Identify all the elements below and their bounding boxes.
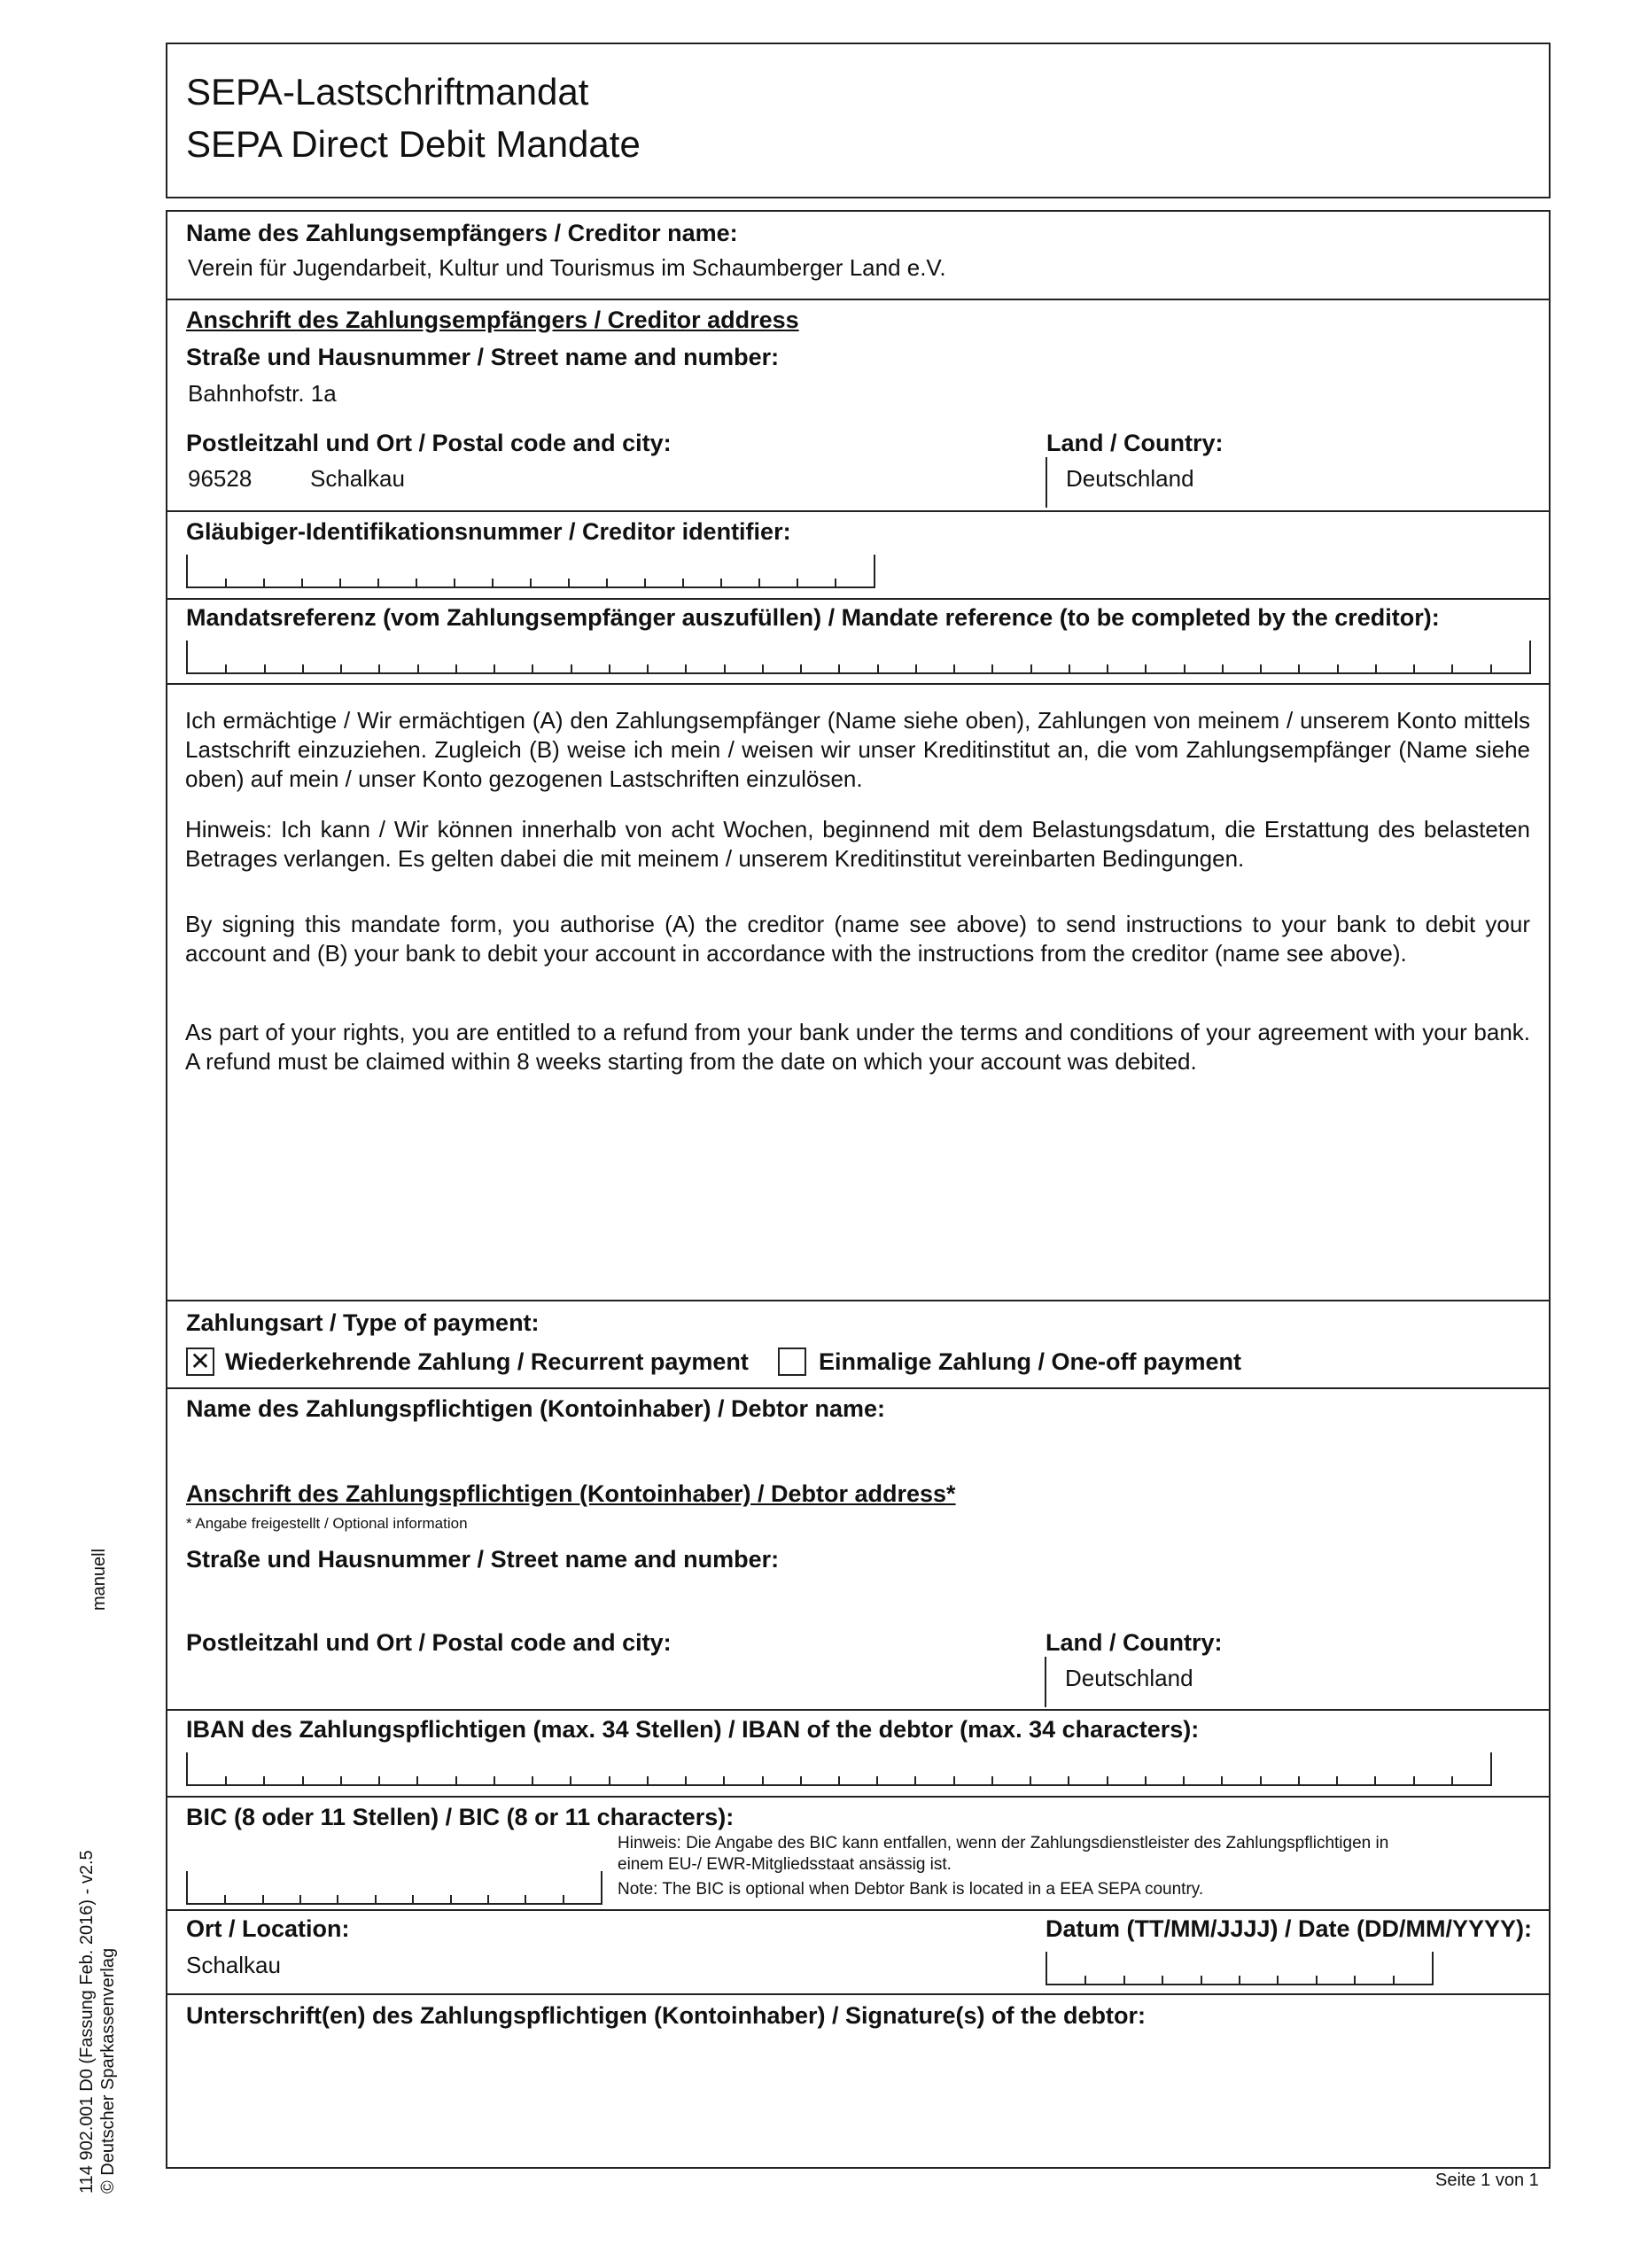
cell-divider xyxy=(1336,1776,1338,1784)
cell-divider xyxy=(1413,1776,1415,1784)
cell-divider xyxy=(758,579,760,586)
cell-divider xyxy=(1393,1976,1395,1984)
cell-divider xyxy=(1183,1776,1185,1784)
cell-divider xyxy=(1221,1776,1223,1784)
form-title-en: SEPA Direct Debit Mandate xyxy=(186,123,641,165)
cell-divider xyxy=(1239,1976,1240,1984)
cell-divider xyxy=(1201,1976,1202,1984)
cell-divider xyxy=(377,579,379,586)
cell-divider xyxy=(1184,664,1185,672)
divider xyxy=(166,1909,1551,1911)
location-value[interactable]: Schalkau xyxy=(186,1952,281,1978)
cell-divider xyxy=(800,664,802,672)
divider xyxy=(166,1796,1551,1798)
country-separator xyxy=(1045,1657,1046,1707)
divider xyxy=(166,299,1551,300)
cell-divider xyxy=(685,664,687,672)
mandate-text-en-1: By signing this mandate form, you authorise (A) the creditor (name see above) to send instructions to your bank to debit your account and (B) your bank to debit your account in accordance with the instructions from the creditor (name see above). xyxy=(185,911,1530,967)
mandate-text-en-2: As part of your rights, you are entitled to a refund from your bank under the terms and conditions of your agreement with your bank. A refund must be claimed within 8 weeks starting from the date on which your account was debited. xyxy=(185,1019,1530,1075)
bic-field[interactable] xyxy=(186,1871,602,1905)
form-code: 114 902.001 D0 (Fassung Feb. 2016) - v2.5 xyxy=(77,1850,97,2194)
cell-divider xyxy=(532,1776,533,1784)
payment-type-label: Zahlungsart / Type of payment: xyxy=(186,1309,540,1336)
cell-divider xyxy=(264,664,266,672)
cell-divider xyxy=(301,579,303,586)
cell-divider xyxy=(1451,1776,1453,1784)
check-mark-icon: ✕ xyxy=(190,1348,211,1375)
debtor-country-value[interactable]: Deutschland xyxy=(1065,1665,1193,1691)
cell-divider xyxy=(647,1776,649,1784)
cell-divider xyxy=(914,1776,916,1784)
cell-divider xyxy=(340,664,342,672)
cell-divider xyxy=(570,1776,571,1784)
debtor-address-heading: Anschrift des Zahlungspflichtigen (Kontoinhaber) / Debtor address* xyxy=(186,1480,956,1507)
divider xyxy=(166,1993,1551,1995)
cell-divider xyxy=(492,579,494,586)
cell-divider xyxy=(1316,1976,1318,1984)
cell-divider xyxy=(1374,1776,1376,1784)
creditor-identifier-label: Gläubiger-Identifikationsnummer / Creditor identifier: xyxy=(186,518,791,545)
creditor-country-label: Land / Country: xyxy=(1046,430,1224,456)
cell-divider xyxy=(953,664,955,672)
creditor-name-value[interactable]: Verein für Jugendarbeit, Kultur und Tourismus im Schaumberger Land e.V. xyxy=(188,254,946,281)
cell-divider xyxy=(563,1895,564,1903)
debtor-street-label: Straße und Hausnummer / Street name and number: xyxy=(186,1546,780,1573)
divider xyxy=(166,1387,1551,1389)
creditor-country-value[interactable]: Deutschland xyxy=(1066,465,1194,492)
cell-divider xyxy=(571,664,572,672)
cell-divider xyxy=(1413,664,1415,672)
cell-divider xyxy=(723,1776,725,1784)
cell-divider xyxy=(762,1776,764,1784)
creditor-identifier-field[interactable] xyxy=(186,555,875,588)
bic-note-de-line-2: einem EU-/ EWR-Mitgliedsstaat ansässig ist. xyxy=(618,1855,952,1874)
debtor-name-label: Name des Zahlungspflichtigen (Kontoinhaber) / Debtor name: xyxy=(186,1395,886,1422)
debtor-country-label: Land / Country: xyxy=(1046,1629,1223,1656)
form-title-de: SEPA-Lastschriftmandat xyxy=(186,71,589,113)
divider xyxy=(166,683,1551,685)
cell-divider xyxy=(1068,1776,1069,1784)
creditor-city[interactable]: Schalkau xyxy=(310,465,405,492)
cell-divider xyxy=(455,664,457,672)
publisher-note: © Deutscher Sparkassenverlag xyxy=(98,1947,118,2194)
cell-divider xyxy=(800,1776,802,1784)
signature-area[interactable] xyxy=(177,2038,1542,2162)
one-off-payment-checkbox[interactable] xyxy=(778,1348,806,1376)
cell-divider xyxy=(454,579,455,586)
debtor-name-value[interactable] xyxy=(188,1431,1517,1457)
cell-divider xyxy=(225,664,227,672)
cell-divider xyxy=(1145,1776,1147,1784)
title-box xyxy=(166,43,1551,198)
cell-divider xyxy=(378,1776,380,1784)
cell-divider xyxy=(568,579,570,586)
cell-divider xyxy=(838,664,840,672)
date-label: Datum (TT/MM/JJJJ) / Date (DD/MM/YYYY): xyxy=(1046,1915,1533,1942)
cell-divider xyxy=(953,1776,955,1784)
cell-divider xyxy=(417,664,419,672)
divider xyxy=(166,598,1551,600)
cell-divider xyxy=(525,1895,526,1903)
manual-marker: manuell xyxy=(89,1548,109,1611)
cell-divider xyxy=(455,1776,457,1784)
cell-divider xyxy=(835,579,836,586)
cell-divider xyxy=(302,1776,304,1784)
cell-divider xyxy=(609,1776,610,1784)
signature-label: Unterschrift(en) des Zahlungspflichtigen (Kontoinhaber) / Signature(s) of the debtor: xyxy=(186,2002,1146,2029)
divider xyxy=(166,1300,1551,1301)
bic-note-en: Note: The BIC is optional when Debtor Bank is located in a EEA SEPA country. xyxy=(618,1880,1204,1899)
cell-divider xyxy=(915,664,917,672)
cell-divider xyxy=(1107,664,1108,672)
cell-divider xyxy=(1069,664,1070,672)
page-number: Seite 1 von 1 xyxy=(1435,2171,1539,2190)
cell-divider xyxy=(1145,664,1147,672)
cell-divider xyxy=(225,579,227,586)
creditor-street-value[interactable]: Bahnhofstr. 1a xyxy=(188,380,337,407)
cell-divider xyxy=(225,1776,227,1784)
creditor-street-label: Straße und Hausnummer / Street name and number: xyxy=(186,344,780,370)
cell-divider xyxy=(1030,664,1032,672)
cell-divider xyxy=(609,664,610,672)
cell-divider xyxy=(532,664,533,672)
divider xyxy=(166,510,1551,512)
recurrent-payment-label: Wiederkehrende Zahlung / Recurrent payment xyxy=(225,1348,749,1375)
cell-divider xyxy=(416,579,417,586)
cell-divider xyxy=(299,1895,301,1903)
cell-divider xyxy=(412,1895,414,1903)
cell-divider xyxy=(302,664,304,672)
cell-divider xyxy=(494,1776,495,1784)
creditor-name-label: Name des Zahlungsempfängers / Creditor name: xyxy=(186,220,738,246)
date-field[interactable] xyxy=(1046,1952,1434,1985)
cell-divider xyxy=(530,579,532,586)
cell-divider xyxy=(375,1895,377,1903)
cell-divider xyxy=(838,1776,840,1784)
cell-divider xyxy=(263,1776,265,1784)
bic-note-de-line-1: Hinweis: Die Angabe des BIC kann entfallen, wenn der Zahlungsdienstleister des Zahlungspflichtigen in xyxy=(618,1834,1389,1852)
cell-divider xyxy=(1222,664,1224,672)
cell-divider xyxy=(1084,1976,1086,1984)
cell-divider xyxy=(647,664,649,672)
cell-divider xyxy=(1030,1776,1031,1784)
mandate-text-de-1: Ich ermächtige / Wir ermächtigen (A) den Zahlungsempfänger (Name siehe oben), Zahlungen von meinem / unserem Konto mittels Lastschrift einzuziehen. Zugleich (B) weise ich mein / weisen wir unser Kreditinstitut an, die vom Zahlungsempfänger (Name siehe oben) auf mein / unser Konto gezogenen Lastschriften einzulösen. xyxy=(185,707,1530,792)
creditor-postal-label: Postleitzahl und Ort / Postal code and city: xyxy=(186,430,672,456)
cell-divider xyxy=(1490,664,1492,672)
location-label: Ort / Location: xyxy=(186,1915,350,1942)
cell-divider xyxy=(340,1776,342,1784)
cell-divider xyxy=(797,579,798,586)
cell-divider xyxy=(1375,664,1377,672)
cell-divider xyxy=(877,664,879,672)
cell-divider xyxy=(1298,664,1300,672)
cell-divider xyxy=(339,579,341,586)
mandate-text-de-2: Hinweis: Ich kann / Wir können innerhalb von acht Wochen, beginnend mit dem Belastungsdatum, die Erstattung des belasteten Betrages verlangen. Es gelten dabei die mit meinem / unserem Kreditinstitut vereinbarten Bedingungen. xyxy=(185,816,1530,872)
cell-divider xyxy=(263,579,265,586)
cell-divider xyxy=(1162,1976,1163,1984)
mandate-reference-label: Mandatsreferenz (vom Zahlungsempfänger auszufüllen) / Mandate reference (to be completed by the creditor): xyxy=(186,604,1440,631)
creditor-address-heading: Anschrift des Zahlungsempfängers / Creditor address xyxy=(186,307,799,333)
country-separator xyxy=(1046,457,1047,508)
creditor-postal-code[interactable]: 96528 xyxy=(188,465,253,492)
cell-divider xyxy=(1260,1776,1262,1784)
cell-divider xyxy=(644,579,646,586)
cell-divider xyxy=(991,1776,993,1784)
bic-label: BIC (8 oder 11 Stellen) / BIC (8 or 11 characters): xyxy=(186,1804,735,1830)
cell-divider xyxy=(876,1776,878,1784)
cell-divider xyxy=(1277,1976,1279,1984)
iban-label: IBAN des Zahlungspflichtigen (max. 34 Stellen) / IBAN of the debtor (max. 34 characters): xyxy=(186,1716,1200,1743)
iban-field[interactable] xyxy=(186,1752,1492,1786)
cell-divider xyxy=(1354,1976,1356,1984)
cell-divider xyxy=(416,1776,418,1784)
cell-divider xyxy=(337,1895,338,1903)
cell-divider xyxy=(224,1895,226,1903)
recurrent-payment-checkbox[interactable] xyxy=(186,1348,214,1376)
cell-divider xyxy=(1298,1776,1300,1784)
debtor-postal-value[interactable] xyxy=(188,1666,985,1692)
cell-divider xyxy=(1451,664,1453,672)
cell-divider xyxy=(1337,664,1339,672)
cell-divider xyxy=(1260,664,1262,672)
cell-divider xyxy=(720,579,722,586)
cell-divider xyxy=(378,664,380,672)
cell-divider xyxy=(724,664,726,672)
cell-divider xyxy=(450,1895,452,1903)
cell-divider xyxy=(1107,1776,1108,1784)
one-off-payment-label: Einmalige Zahlung / One-off payment xyxy=(819,1348,1242,1375)
cell-divider xyxy=(682,579,684,586)
divider xyxy=(166,1709,1551,1711)
cell-divider xyxy=(262,1895,264,1903)
cell-divider xyxy=(494,664,495,672)
cell-divider xyxy=(487,1895,489,1903)
mandate-reference-field[interactable] xyxy=(186,641,1531,674)
cell-divider xyxy=(991,664,993,672)
cell-divider xyxy=(762,664,764,672)
optional-info-note: * Angabe freigestellt / Optional information xyxy=(186,1515,468,1532)
debtor-postal-label: Postleitzahl und Ort / Postal code and city: xyxy=(186,1629,672,1656)
cell-divider xyxy=(606,579,608,586)
debtor-street-value[interactable] xyxy=(188,1581,985,1608)
cell-divider xyxy=(1123,1976,1125,1984)
cell-divider xyxy=(685,1776,687,1784)
